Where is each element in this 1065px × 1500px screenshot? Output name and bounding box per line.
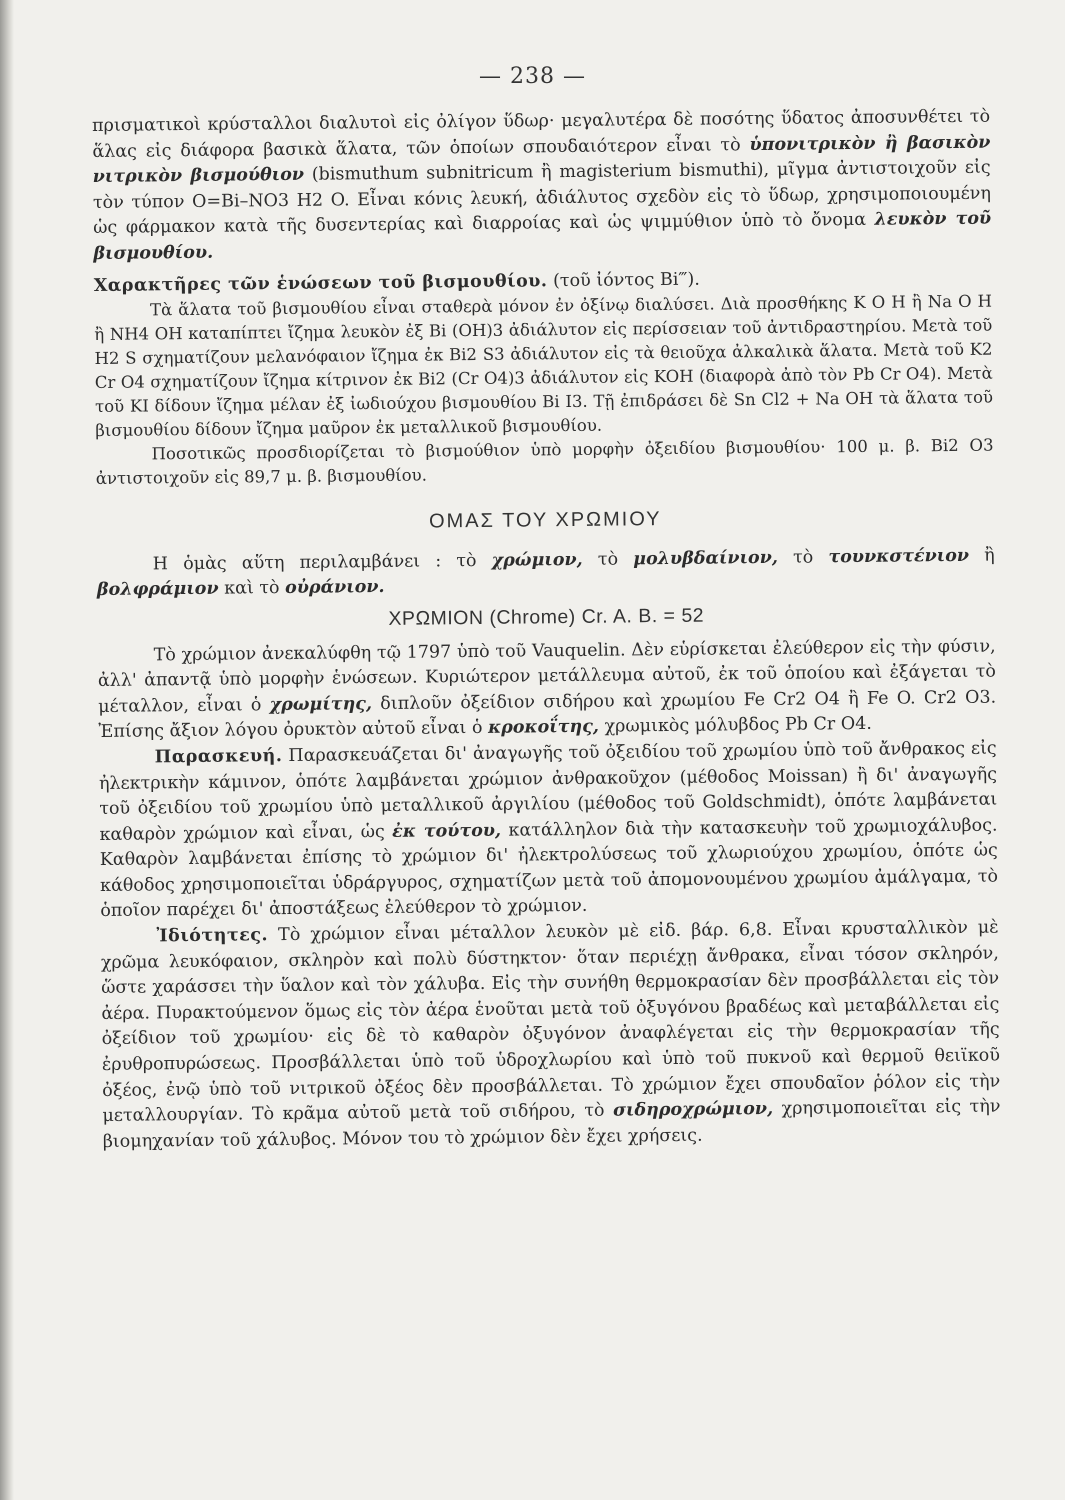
compounds-heading: Χαρακτῆρες τῶν ἑνώσεων τοῦ βισμουθίου. [93, 270, 548, 296]
bold-term: τουνκστένιον [828, 545, 970, 568]
text-run: καὶ τὸ [218, 578, 286, 600]
discovery-paragraph [98, 634, 997, 746]
book-binding-shadow [0, 0, 14, 1500]
bold-term: μολυβδαίνιον, [633, 547, 778, 570]
group-intro-paragraph [97, 543, 995, 604]
bold-term: χρώμιον, [491, 549, 583, 571]
compounds-body-paragraph: Τὰ ἅλατα τοῦ βισμουθίου εἶναι σταθερὰ μόνον ἐν ὀξίνῳ διαλύσει. Διὰ προσθήκης K O H ἢ Na O H ἢ NH4 OH καταπίπτει ἴζημα λευκὸν ἐξ Bi (OH)3 ἀδιάλυτον εἰς περίσσειαν τοῦ ἀντιδραστηρίου. Μετὰ τοῦ H2 S σχηματίζουν μελανόφαιον ἴζημα ἐκ Bi2 S3 ἀδιάλυτον εἰς τὰ θειοῦχα ἀλκαλικὰ ἅλατα. Μετὰ τοῦ K2 Cr O4 σχηματίζουν ἴζημα κίτρινον ἐκ Bi2 (Cr O4)3 ἀδιάλυτον εἰς KOH (διαφορὰ ἀπὸ τὸν Pb Cr O4). Μετὰ τοῦ KI δίδουν ἴζημα μέλαν ἐξ ἰωδιούχου βισμουθίου Bi I3. Τῇ ἐπιδράσει δὲ Sn Cl2 + Na OH τὰ ἅλατα τοῦ βισμουθίου δίδουν ἴζημα μαῦρον ἐκ μεταλλικοῦ βισμουθίου. [94, 291, 994, 441]
text-run: διπλοῦν ὀξείδιον σιδήρου καὶ χρωμίου Fe Cr2 O4 ἢ Fe O. Cr2 O3. Ἐπίσης ἄξιον λόγου ὀρυκτὸν αὐτοῦ εἶναι ὁ [98, 687, 997, 743]
text-run: Τὸ χρώμιον ἀνεκαλύφθη τῷ 1797 ὑπὸ τοῦ Vauquelin. Δὲν εὑρίσκεται ἐλεύθερον εἰς τὴν φύσιν, ἀλλ' ἀπαντᾷ ὑπὸ μορφὴν ἑνώσεων. Κυριώτερον μετάλλευμα αὐτοῦ, ἐκ τοῦ ὁποίου καὶ ἐξάγεται τὸ μέταλλον, εἶναι ὁ [97, 636, 996, 717]
bold-term: οὐράνιον. [285, 577, 385, 599]
text-run: τὸ [582, 549, 634, 570]
page-number: — 238 — [479, 64, 586, 89]
text-run: (bismuthum subnitricum ἢ magisterium bismuthi), μῖγμα ἀντιστοιχοῦν εἰς τὸν τύπον O=Bi–NO3 H2 O. Εἶναι κόνις λευκή, ἀδιάλυτος σχεδὸν εἰς τὸ ὕδωρ, χρησιμοποιουμένη ὡς φάρμακον κατὰ τῆς δυσεντερίας καὶ διαρροίας καὶ ὡς ψιμμύθιον ὑπὸ τὸ ὄνομα [92, 157, 991, 239]
bismuth-subnitrate-paragraph [92, 105, 992, 268]
bold-term: σιδηροχρώμιον, [612, 1099, 774, 1121]
text-run: τὸ [777, 547, 829, 568]
text-run: χρωμικὸς μόλυβδος Pb Cr O4. [598, 714, 872, 738]
bold-term: κροκοΐτης, [487, 717, 600, 739]
preparation-lead: Παρασκευή. [154, 745, 283, 768]
bold-term: ἐκ τούτου, [392, 820, 502, 842]
page-body [92, 105, 1001, 1156]
quantitative-paragraph: Ποσοτικῶς προσδιορίζεται τὸ βισμούθιον ὑπὸ μορφὴν ὀξειδίου βισμουθίου· 100 μ. β. Bi2 O3 ἀντιστοιχοῦν εἰς 89,7 μ. β. βισμουθίου. [95, 435, 994, 489]
bold-term: λευκὸν τοῦ βισμουθίου. [93, 208, 992, 264]
text-run: ἢ [968, 545, 995, 566]
text-run: κατάλληλον διὰ τὴν κατασκευὴν τοῦ χρωμιοχάλυβος. Καθαρὸν λαμβάνεται ἐπίσης τὸ χρώμιον δι' ἠλεκτρολύσεως τοῦ χλωριούχου χρωμίου, ὁπότε ὡς κάθοδος χρησιμοποιεῖται ὑδράργυρος, σχηματίζων μετὰ τοῦ ἀπομονουμένου χρωμίου ἀμάλγαμα, τὸ ὁποῖον παρέχει δι' ἀποστάξεως ἐλεύθερον τὸ χρώμιον. [99, 815, 999, 922]
bold-term: ὑπονιτρικὸν ἢ βασικὸν νιτρικὸν βισμούθιον [92, 132, 991, 188]
element-heading: ΧΡΩΜΙΟΝ (Chrome) Cr. A. B. = 52 [388, 604, 705, 630]
text-run: χρησιμοποιεῖται εἰς τὴν βιομηχανίαν τοῦ χάλυβος. Μόνον του τὸ χρώμιον δὲν ἔχει χρήσεις. [102, 1096, 1001, 1152]
properties-lead: Ἰδιότητες. [156, 925, 269, 947]
text-run: Τὸ χρώμιον εἶναι μέταλλον λευκὸν μὲ εἰδ. βάρ. 6,8. Εἶναι κρυσταλλικὸν μὲ χρῶμα λευκόφαιον, σκληρὸν καὶ πολὺ δύστηκτον· ὅταν περιέχῃ ἄνθρακα, εἶναι τόσον σκληρόν, ὥστε χαράσσει τὴν ὕαλον καὶ τὸν χάλυβα. Εἰς τὴν συνήθη θερμοκρασίαν δὲν προσβάλλεται εἰς τὸν ἀέρα. Πυρακτούμενον ὅμως εἰς τὸν ἀέρα ἑνοῦται μετὰ τοῦ ὀξυγόνου βραδέως καὶ μεταβάλλεται εἰς ὀξείδιον τοῦ χρωμίου· εἰς δὲ τὸ καθαρὸν ὀξυγόνον ἀναφλέγεται εἰς τὴν θερμοκρασίαν τῆς ἐρυθροπυρώσεως. Προσβάλλεται ὑπὸ τοῦ ὑδροχλωρίου καὶ ὑπὸ τοῦ πυκνοῦ καὶ θερμοῦ θειϊκοῦ ὀξέος, ἐνῷ ὑπὸ τοῦ νιτρικοῦ ὀξέος δὲν προσβάλλεται. Τὸ χρώμιον ἔχει σπουδαῖον ῥόλον εἰς τὴν μεταλλουργίαν. Τὸ κρᾶμα αὐτοῦ μετὰ τοῦ σιδήρου, τὸ [100, 917, 1001, 1127]
compounds-heading-note: (τοῦ ἰόντος Bi‴). [552, 269, 700, 291]
bold-term: χρωμίτης, [269, 693, 373, 715]
group-heading: ΟΜΑΣ ΤΟΥ ΧΡΩΜΙΟΥ [428, 508, 662, 533]
bold-term: βολφράμιον [96, 579, 219, 601]
properties-paragraph [100, 916, 1000, 1156]
text-run: πρισματικοὶ κρύσταλλοι διαλυτοὶ εἰς ὀλίγον ὕδωρ· μεγαλυτέρα δὲ ποσότης ὕδατος ἀποσυνθέτει τὸ ἅλας εἰς διάφορα βασικὰ ἅλατα, τῶν ὁποίων σπουδαιότερον εἶναι τὸ [92, 106, 991, 162]
preparation-paragraph [99, 736, 999, 925]
text-run: Παρασκευάζεται δι' ἀναγωγῆς τοῦ ὀξειδίου τοῦ χρωμίου ὑπὸ τοῦ ἄνθρακος εἰς ἠλεκτρικὴν κάμινον, ὁπότε λαμβάνεται χρώμιον ἀνθρακοῦχον (μέθοδος Moissan) ἢ δι' ἀναγωγῆς τοῦ ὀξειδίου τοῦ χρωμίου ὑπὸ μεταλλικοῦ ἀργιλίου (μέθοδος τοῦ Goldschmidt), ὁπότε λαμβάνεται καθαρὸν χρώμιον καὶ εἶναι, ὡς [98, 738, 998, 845]
text-run: Η ὁμὰς αὕτη περιλαμβάνει : τὸ [152, 550, 492, 575]
